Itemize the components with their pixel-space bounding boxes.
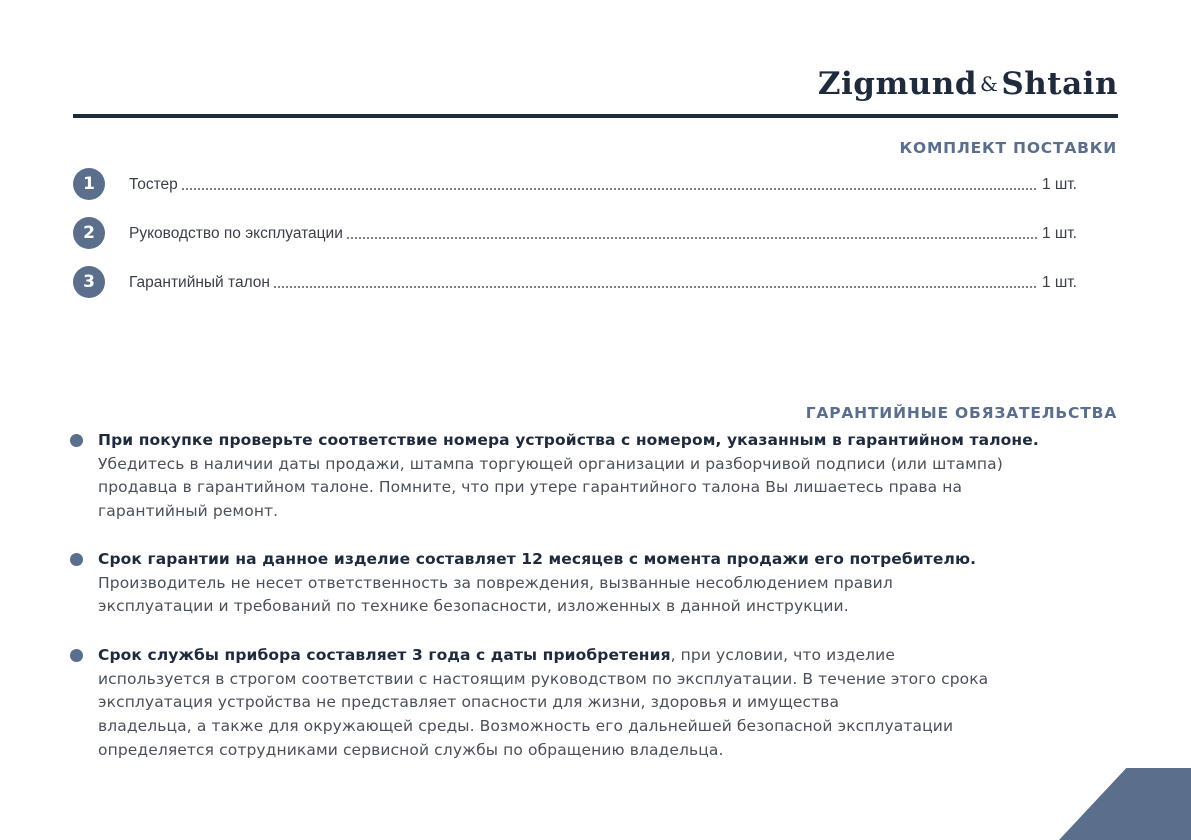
- dot-leader: [273, 286, 1038, 288]
- paragraph-line: эксплуатации и требований по технике безопасности, изложенных в данной инструкции.: [98, 597, 849, 616]
- kit-item-name: Тостер: [129, 176, 178, 193]
- kit-item-name: Гарантийный талон: [129, 274, 270, 291]
- warranty-paragraph-1: [98, 429, 1108, 524]
- bullet-icon: [70, 434, 83, 447]
- dot-leader: [181, 188, 1038, 190]
- paragraph-line: используется в строгом соответствии с настоящим руководством по эксплуатации. В течение этого срока: [98, 669, 989, 688]
- paragraph-lead-tail: , при условии, что изделие: [670, 646, 895, 664]
- kit-number-badge: 3: [73, 266, 105, 298]
- kit-item-quantity: 1 шт.: [1041, 225, 1077, 242]
- paragraph-lead: Срок службы прибора составляет 3 года с даты приобретения: [98, 646, 671, 664]
- kit-row: [129, 174, 1077, 194]
- paragraph-line: Производитель не несет ответственность за повреждения, вызванные несоблюдением правил: [98, 573, 893, 592]
- paragraph-line: гарантийный ремонт.: [98, 502, 279, 521]
- kit-item-name: Руководство по эксплуатации: [129, 225, 343, 242]
- brand-logo: [818, 66, 1118, 102]
- kit-item: [73, 266, 1077, 298]
- brand-ampersand: &: [980, 72, 999, 96]
- paragraph-line: определяется сотрудниками сервисной службы по обращению владельца.: [98, 740, 724, 759]
- warranty-paragraph-3: [98, 644, 1108, 763]
- kit-heading: КОМПЛЕКТ ПОСТАВКИ: [899, 139, 1117, 157]
- header-divider: [73, 114, 1118, 118]
- brand-name-right: Shtain: [1001, 66, 1118, 102]
- kit-item-quantity: 1 шт.: [1041, 176, 1077, 193]
- kit-item: [73, 217, 1077, 249]
- corner-decoration: [1059, 768, 1191, 840]
- bullet-icon: [70, 649, 83, 662]
- paragraph-lead: Срок гарантии на данное изделие составляет 12 месяцев с момента продажи его потребителю.: [98, 550, 977, 568]
- warranty-paragraph-2: [98, 548, 1108, 619]
- paragraph-lead: При покупке проверьте соответствие номера устройства с номером, указанным в гарантийном талоне.: [98, 431, 1039, 449]
- paragraph-line: владельца, а также для окружающей среды. Возможность его дальнейшей безопасной эксплуатации: [98, 717, 954, 736]
- kit-item: [73, 168, 1077, 200]
- paragraph-line: эксплуатация устройства не представляет опасности для жизни, здоровья и имущества: [98, 693, 840, 712]
- bullet-icon: [70, 553, 83, 566]
- kit-item-quantity: 1 шт.: [1041, 274, 1077, 291]
- kit-row: [129, 223, 1077, 243]
- kit-number-badge: 1: [73, 168, 105, 200]
- dot-leader: [346, 237, 1038, 239]
- kit-row: [129, 272, 1077, 292]
- paragraph-line: продавца в гарантийном талоне. Помните, что при утере гарантийного талона Вы лишаетесь права на: [98, 478, 963, 497]
- paragraph-line: Убедитесь в наличии даты продажи, штампа торгующей организации и разборчивой подписи (или штампа): [98, 454, 1003, 473]
- brand-name-left: Zigmund: [817, 66, 978, 102]
- warranty-heading: ГАРАНТИЙНЫЕ ОБЯЗАТЕЛЬСТВА: [805, 404, 1117, 422]
- kit-number-badge: 2: [73, 217, 105, 249]
